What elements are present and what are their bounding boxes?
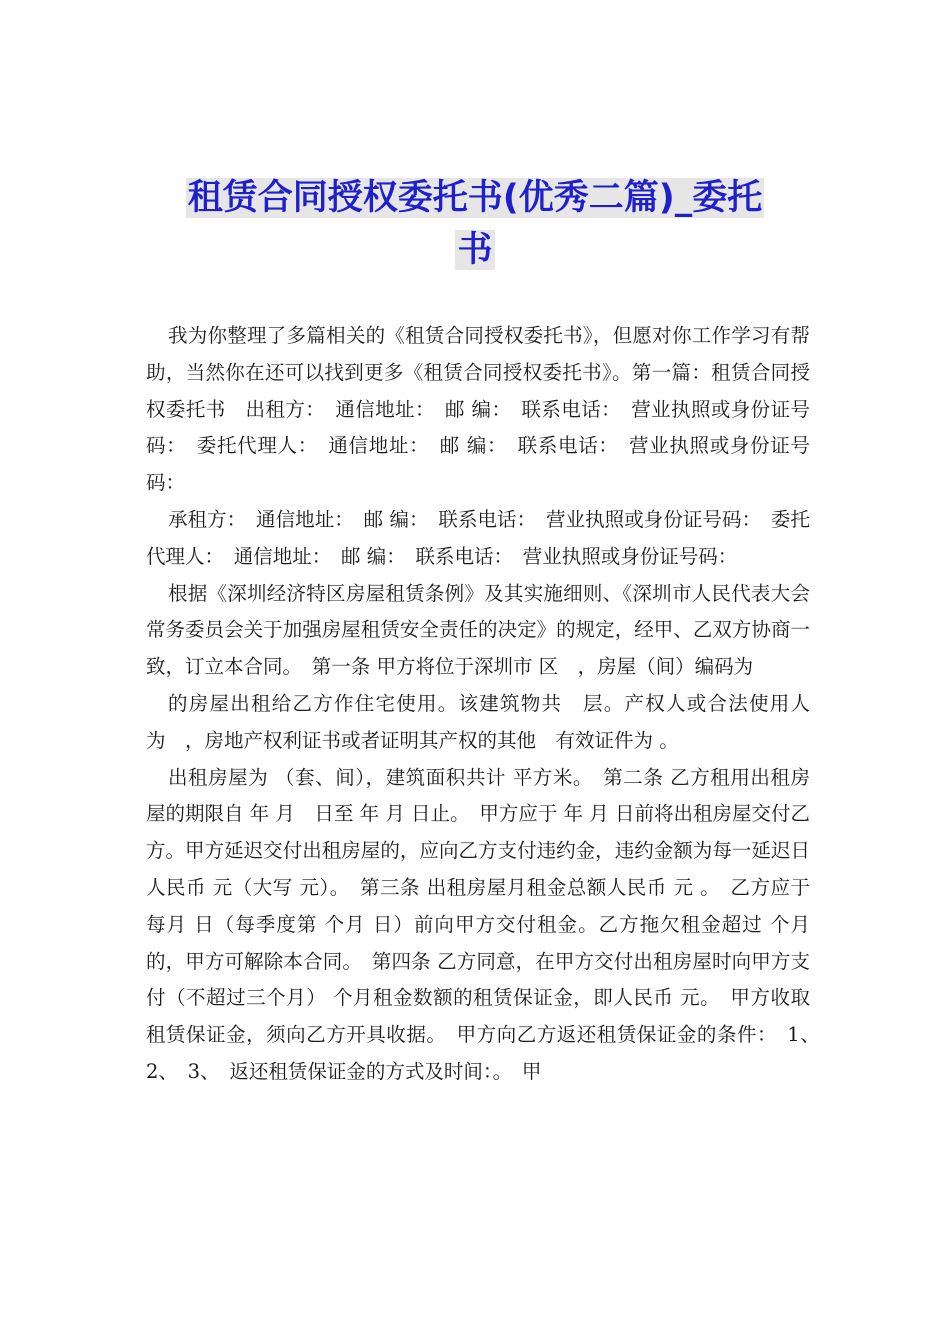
document-title	[140, 172, 810, 276]
document-body	[146, 318, 830, 1091]
paragraph-usage: 的房屋出租给乙方作住宅使用。该建筑物共 层。产权人或合法使用人为 ，房地产权利证书或者证明其产权的其他 有效证件为 。	[146, 691, 810, 752]
paragraph-basis: 根据《深圳经济特区房屋租赁条例》及其实施细则、《深圳市人民代表大会常务委员会关于加强房屋租赁安全责任的决定》的规定，经甲、乙双方协商一致，订立本合同。 第一条 甲方将位于深圳市 区 ，房屋（间）编码为	[146, 581, 810, 679]
document-title-line1: 租赁合同授权委托书(优秀二篇)_委托	[187, 178, 763, 218]
document-title-line2: 书	[457, 230, 493, 270]
paragraph-lessee: 承租方： 通信地址： 邮 编： 联系电话： 营业执照或身份证号码： 委托代理人： 通信地址： 邮 编： 联系电话： 营业执照或身份证号码：	[146, 507, 810, 568]
paragraph-intro: 我为你整理了多篇相关的《租赁合同授权委托书》，但愿对你工作学习有帮助，当然你在还可以找到更多《租赁合同授权委托书》。第一篇：租赁合同授权委托书 出租方： 通信地址： 邮 编： 联系电话： 营业执照或身份证号码： 委托代理人： 通信地址： 邮 编： 联系电话： 营业执照或身份证号码：	[146, 324, 810, 495]
paragraph-terms: 出租房屋为 （套、间），建筑面积共计 平方米。 第二条 乙方租用出租房屋的期限自 年 月 日至 年 月 日止。 甲方应于 年 月 日前将出租房屋交付乙方。甲方延迟交付出租房屋的，应向乙方支付违约金，违约金额为每一延迟日人民币 元（大写 元）。 第三条 出租房屋月租金总额人民币 元 。 乙方应于每月 日（每季度第 个月 日）前向甲方交付租金。乙方拖欠租金超过 个月的，甲方可解除本合同。 第四条 乙方同意，在甲方交付出租房屋时向甲方支付（不超过三个月） 个月租金数额的租赁保证金，即人民币 元。 甲方收取租赁保证金，须向乙方开具收据。 甲方向乙方返还租赁保证金的条件： 1、 2、 3、 返还租赁保证金的方式及时间：。 甲	[146, 765, 830, 1083]
